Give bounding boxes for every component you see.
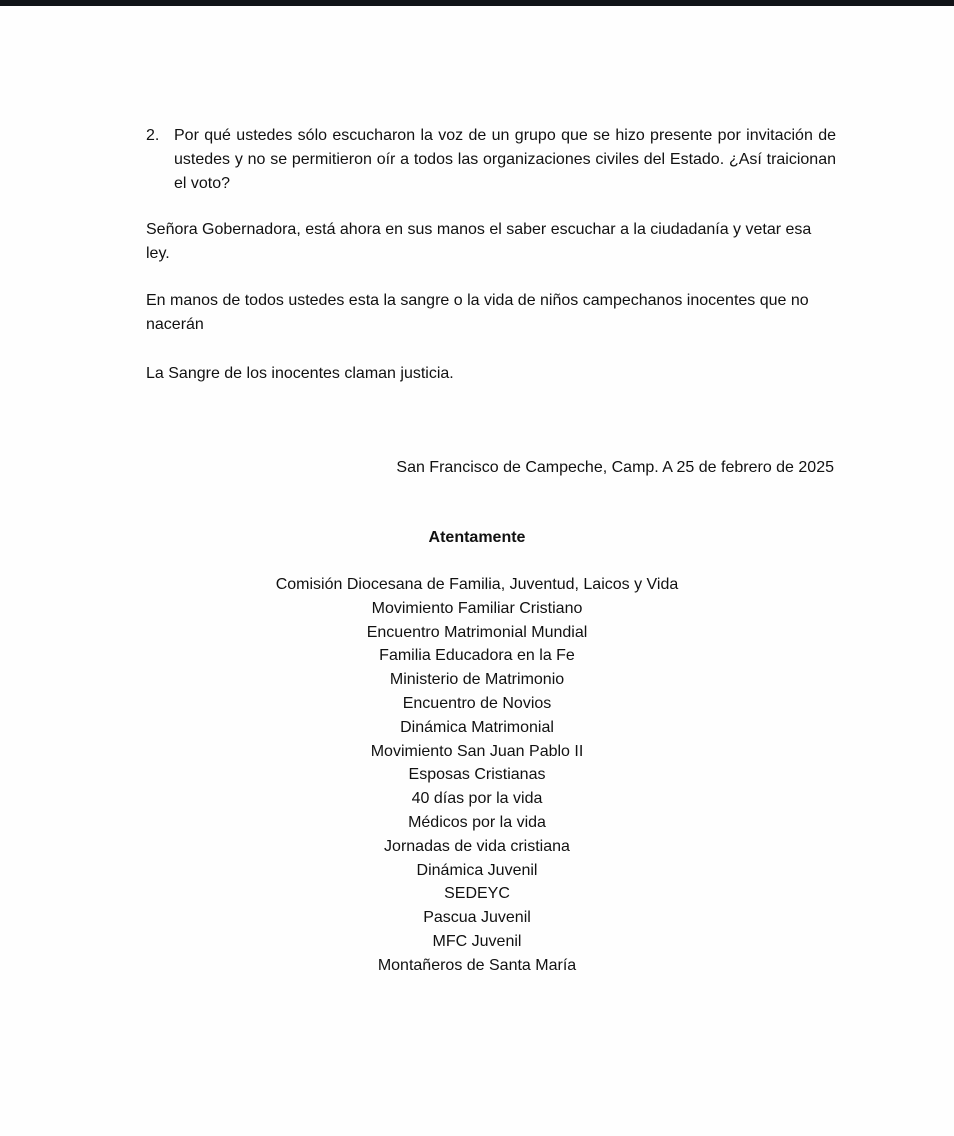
paragraph-gobernadora: Señora Gobernadora, está ahora en sus manos el saber escuchar a la ciudadanía y vetar esa ley. [146, 221, 812, 262]
organization-item: Comisión Diocesana de Familia, Juventud, Laicos y Vida [275, 576, 679, 593]
place-date: San Francisco de Campeche, Camp. A 25 de febrero de 2025 [396, 459, 834, 476]
item-text: Por qué ustedes sólo escucharon la voz de un grupo que se hizo presente por invitación de ustedes y no se permitieron oír a todos las organizaciones civiles del Estado. ¿Así traicionan el voto? [174, 127, 836, 192]
organization-item: SEDEYC [444, 885, 510, 903]
organization-item: MFC Juvenil [432, 932, 522, 950]
organization-item: Dinámica Juvenil [416, 861, 538, 879]
organization-item: Médicos por la vida [408, 813, 546, 831]
organization-item: Dinámica Matrimonial [400, 718, 554, 736]
paragraph-sangre: La Sangre de los inocentes claman justicia. [146, 365, 454, 382]
item-number: 2. [146, 127, 160, 144]
closing-text: Atentamente [428, 529, 526, 546]
organization-item: Encuentro Matrimonial Mundial [366, 623, 588, 641]
closing [0, 527, 954, 549]
organization-item: Ministerio de Matrimonio [389, 671, 565, 689]
numbered-item [146, 124, 836, 196]
organization-item: Movimiento San Juan Pablo II [370, 742, 584, 760]
organization-item: Esposas Cristianas [408, 766, 546, 784]
organization-item: 40 días por la vida [411, 790, 543, 808]
organization-item: Movimiento Familiar Cristiano [371, 599, 583, 617]
organization-item: Pascua Juvenil [423, 909, 531, 927]
organization-item: Montañeros de Santa María [377, 956, 577, 974]
organization-item: Familia Educadora en la Fe [379, 647, 575, 665]
organization-item: Jornadas de vida cristiana [384, 837, 570, 855]
organizations-list [0, 573, 954, 978]
paragraph-manos: En manos de todos ustedes esta la sangre o la vida de niños campechanos inocentes que no nacerán [146, 292, 809, 333]
organization-item: Encuentro de Novios [402, 694, 552, 712]
